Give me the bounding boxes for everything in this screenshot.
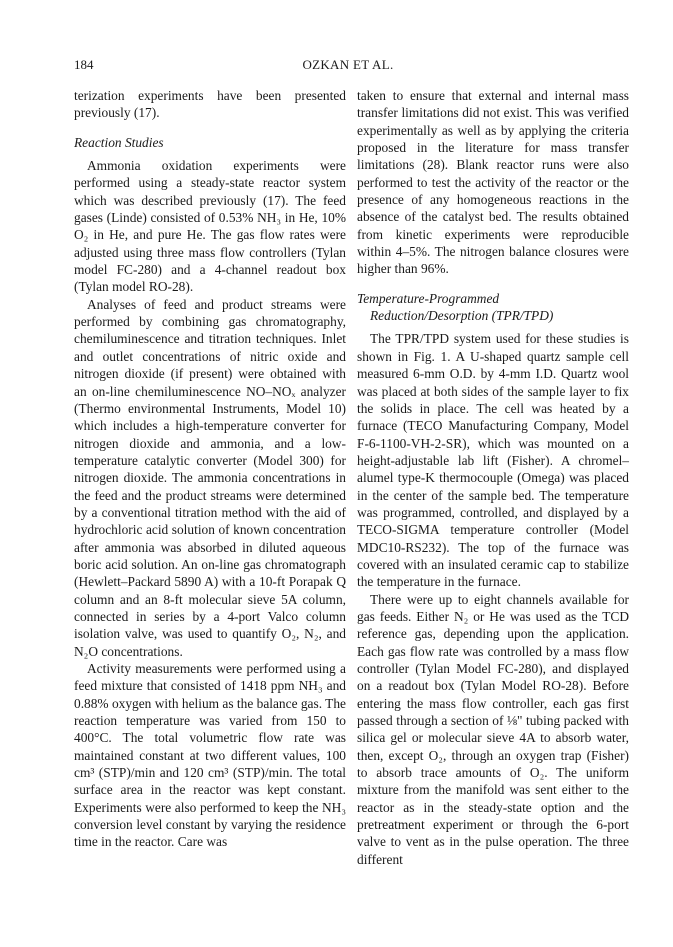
paragraph: The TPR/TPD system used for these studies is shown in Fig. 1. A U-shaped quartz sample cell measured 6-mm O.D. by 4-mm I.D. Quartz wool was placed at both sides of the sample layer to fix the solids in place. The cell was heated by a furnace (TECO Manufacturing Company, Model F-6-1100-VH-2-SR), which was mounted on a height-adjustable lab lift (Fisher). A chromel–alumel type-K thermocouple (Omega) was placed in the center of the sample bed. The temperature was programmed, controlled, and displayed by a TECO-SIGMA temperature controller (Model MDC10-RS232). The top of the furnace was covered with an insulated ceramic cap to stabilize the temperature in the furnace.	[357, 331, 629, 590]
paragraph: terization experiments have been presented previously (17).	[74, 88, 346, 121]
page-number: 184	[74, 57, 94, 72]
paragraph: There were up to eight channels available for gas feeds. Either N₂ or He was used as the TCD reference gas, depending upon the application. Each gas flow rate was controlled by a mass flow controller (Tylan Model FC-280), and displayed on a readout box (Tylan Model RO-28). Before entering the mass flow controller, each gas first passed through a section of ⅛" tubing packed with silica gel or molecular sieve 4A to absorb water, then, except O₂, through an oxygen trap (Fisher) to absorb trace amounts of O₂. The uniform mixture from the manifold was sent either to the reactor as in the steady-state option and the pretreatment experiment or through the 6-port valve to vent as in the pulse operation. The three different	[357, 591, 629, 867]
paragraph: Ammonia oxidation experiments were performed using a steady-state reactor system which was described previously (17). The feed gases (Linde) consisted of 0.53% NH₃ in He, 10% O₂ in He, and pure He. The gas flow rates were adjusted using three mass flow controllers (Tylan model FC-280) and a 4-channel readout box (Tylan model RO-28).	[74, 158, 346, 295]
left-column	[74, 87, 346, 851]
page-header	[74, 57, 622, 77]
section-heading: Temperature-Programmed	[357, 290, 500, 306]
section-heading: Reaction Studies	[74, 134, 164, 150]
paragraph: Analyses of feed and product streams were performed by combining gas chromatography, chemiluminescence and titration techniques. Inlet and outlet concentrations of nitric oxide and nitrogen dioxide (if present) were obtained with an on-line chemiluminescence NO–NOₓ analyzer (Thermo environmental Instruments, Model 10) which includes a high-temperature converter for nitrogen dioxide and ammonia, and a low-temperature catalytic converter (Model 300) for nitrogen dioxide. The ammonia concentrations in the feed and the product streams were determined by a conventional titration method with the aid of hydrochloric acid solution of known concentration after ammonia was absorbed in diluted aqueous boric acid solution. An on-line gas chromatograph (Hewlett–Packard 5890 A) with a 10-ft Porapak Q column and an 8-ft molecular sieve 5A column, connected in series by a 4-port Valco column isolation valve, was used to quantify O₂, N₂, and N₂O concentrations.	[74, 296, 346, 659]
paragraph: taken to ensure that external and internal mass transfer limitations did not exist. This was verified experimentally as well as by applying the criteria proposed in the literature for mass transfer limitations (28). Blank reactor runs were also performed to test the activity of the reactor or the presence of any homogeneous reactions in the absence of the catalyst bed. The results obtained from kinetic experiments were reproducible within 4–5%. The nitrogen balance closures were higher than 96%.	[357, 88, 629, 277]
running-head: OZKAN ET AL.	[302, 57, 394, 72]
right-column	[357, 87, 629, 868]
section-heading-continued: Reduction/Desorption (TPR/TPD)	[370, 308, 554, 324]
paragraph: Activity measurements were performed using a feed mixture that consisted of 1418 ppm NH₃ and 0.88% oxygen with helium as the balance gas. The reaction temperature was varied from 150 to 400°C. The total volumetric flow rate was maintained constant at two different values, 100 cm³ (STP)/min and 120 cm³ (STP)/min. The total surface area in the reactor was kept constant. Experiments were also performed to keep the NH₃ conversion level constant by varying the residence time in the reactor. Care was	[74, 661, 346, 850]
